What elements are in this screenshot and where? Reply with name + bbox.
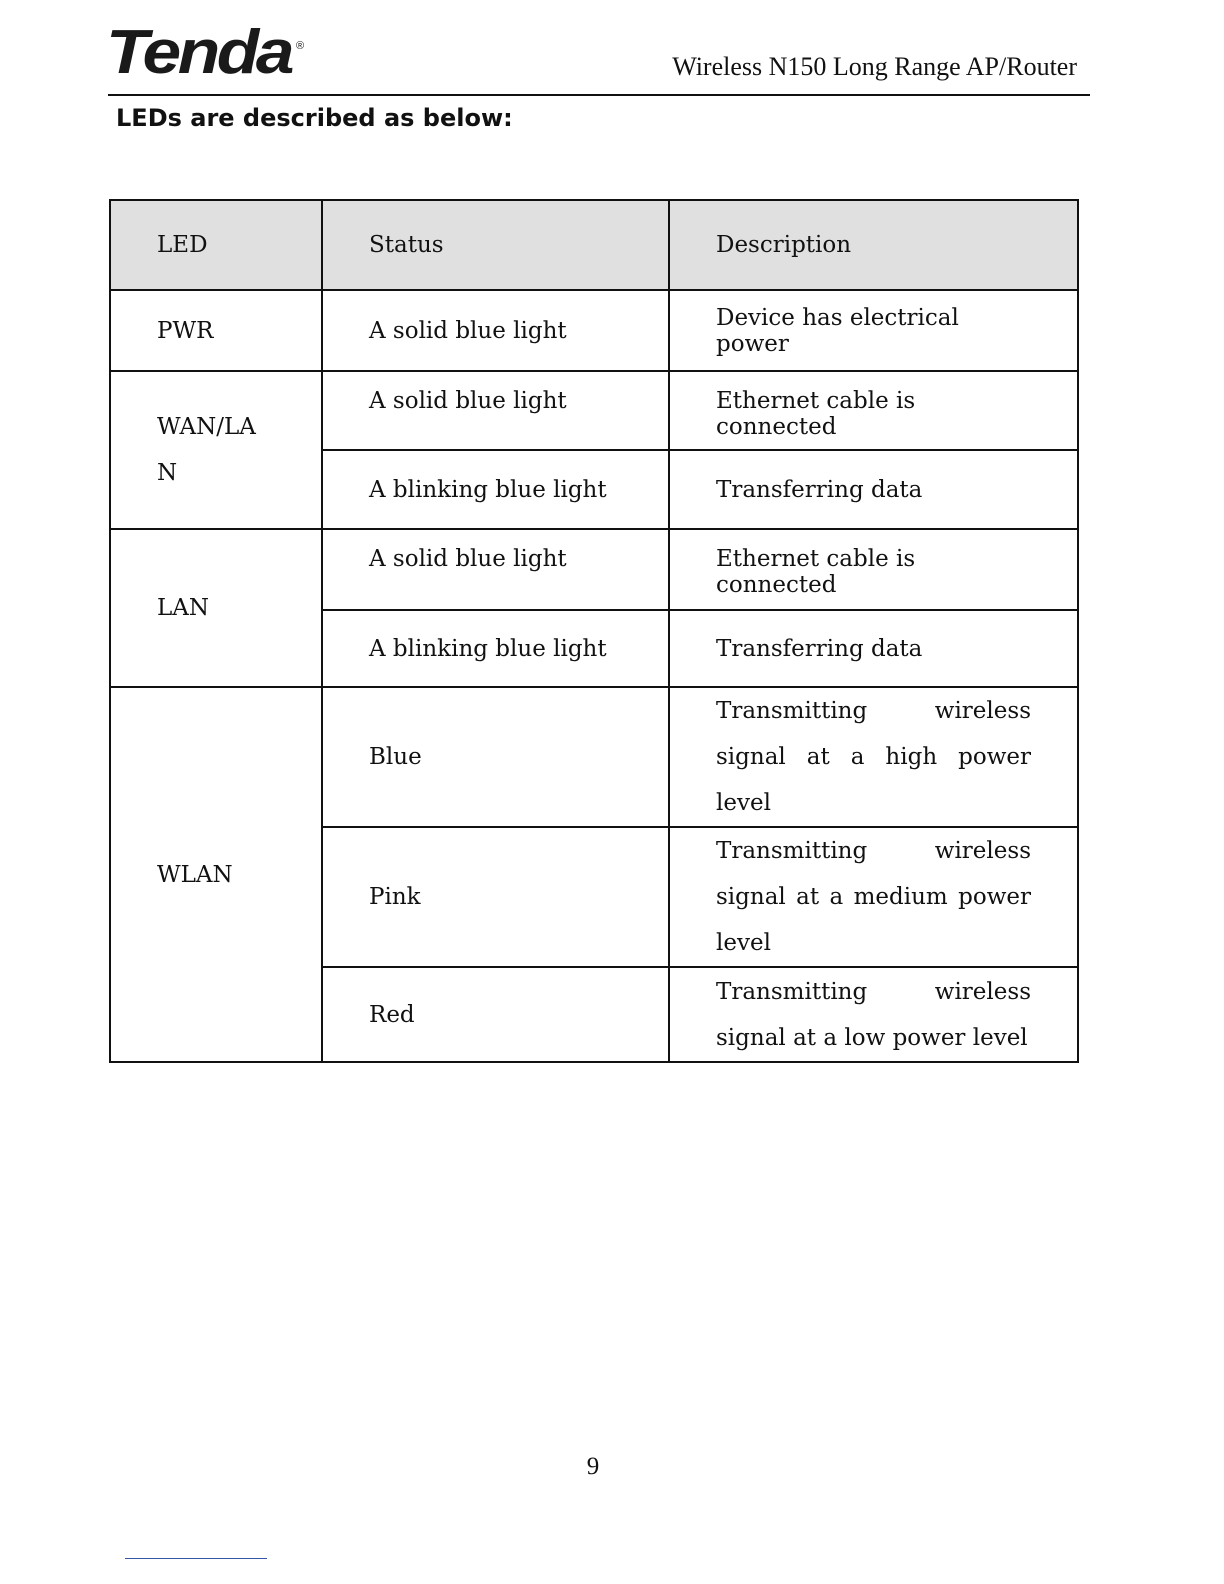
description-cell [669, 967, 1078, 1062]
description-cell: Transferring data [669, 450, 1078, 529]
table-row [110, 687, 1078, 827]
status-cell: Blue [322, 687, 669, 827]
column-header-led: LED [110, 200, 322, 290]
tenda-logo: Tenda [106, 18, 292, 87]
status-cell: A solid blue light [322, 371, 669, 450]
status-cell: A blinking blue light [322, 450, 669, 529]
section-intro: LEDs are described as below: [116, 104, 513, 132]
description-text: Transmitting wireless signal at a high power level [716, 698, 1031, 816]
status-cell: Red [322, 967, 669, 1062]
led-cell-wan-lan [110, 371, 322, 529]
led-label-wan-lan: WAN/LAN [157, 414, 256, 486]
led-cell-lan: LAN [110, 529, 322, 687]
description-cell: Transferring data [669, 610, 1078, 687]
document-header-title: Wireless N150 Long Range AP/Router [672, 52, 1077, 81]
table-row [110, 290, 1078, 371]
description-text: Transmitting wireless signal at a low power level [716, 978, 1031, 1051]
header-divider [108, 94, 1090, 96]
column-header-status: Status [322, 200, 669, 290]
led-status-table [109, 199, 1079, 1063]
status-cell: A solid blue light [322, 290, 669, 371]
status-cell: Pink [322, 827, 669, 967]
registered-mark: ® [296, 40, 305, 52]
description-text: Transmitting wireless signal at a medium power level [716, 838, 1031, 956]
description-cell: Ethernet cable is connected [669, 529, 1078, 610]
table-row [110, 529, 1078, 610]
footnote-divider [125, 1558, 267, 1559]
led-cell-wlan: WLAN [110, 687, 322, 1062]
table-row [110, 371, 1078, 450]
description-cell: Ethernet cable is connected [669, 371, 1078, 450]
description-cell [669, 827, 1078, 967]
status-cell: A blinking blue light [322, 610, 669, 687]
status-cell: A solid blue light [322, 529, 669, 610]
column-header-description: Description [669, 200, 1078, 290]
description-cell: Device has electrical power [669, 290, 1078, 371]
description-cell [669, 687, 1078, 827]
table-header-row [110, 200, 1078, 290]
page-number: 9 [586, 1453, 600, 1480]
led-cell-pwr: PWR [110, 290, 322, 371]
